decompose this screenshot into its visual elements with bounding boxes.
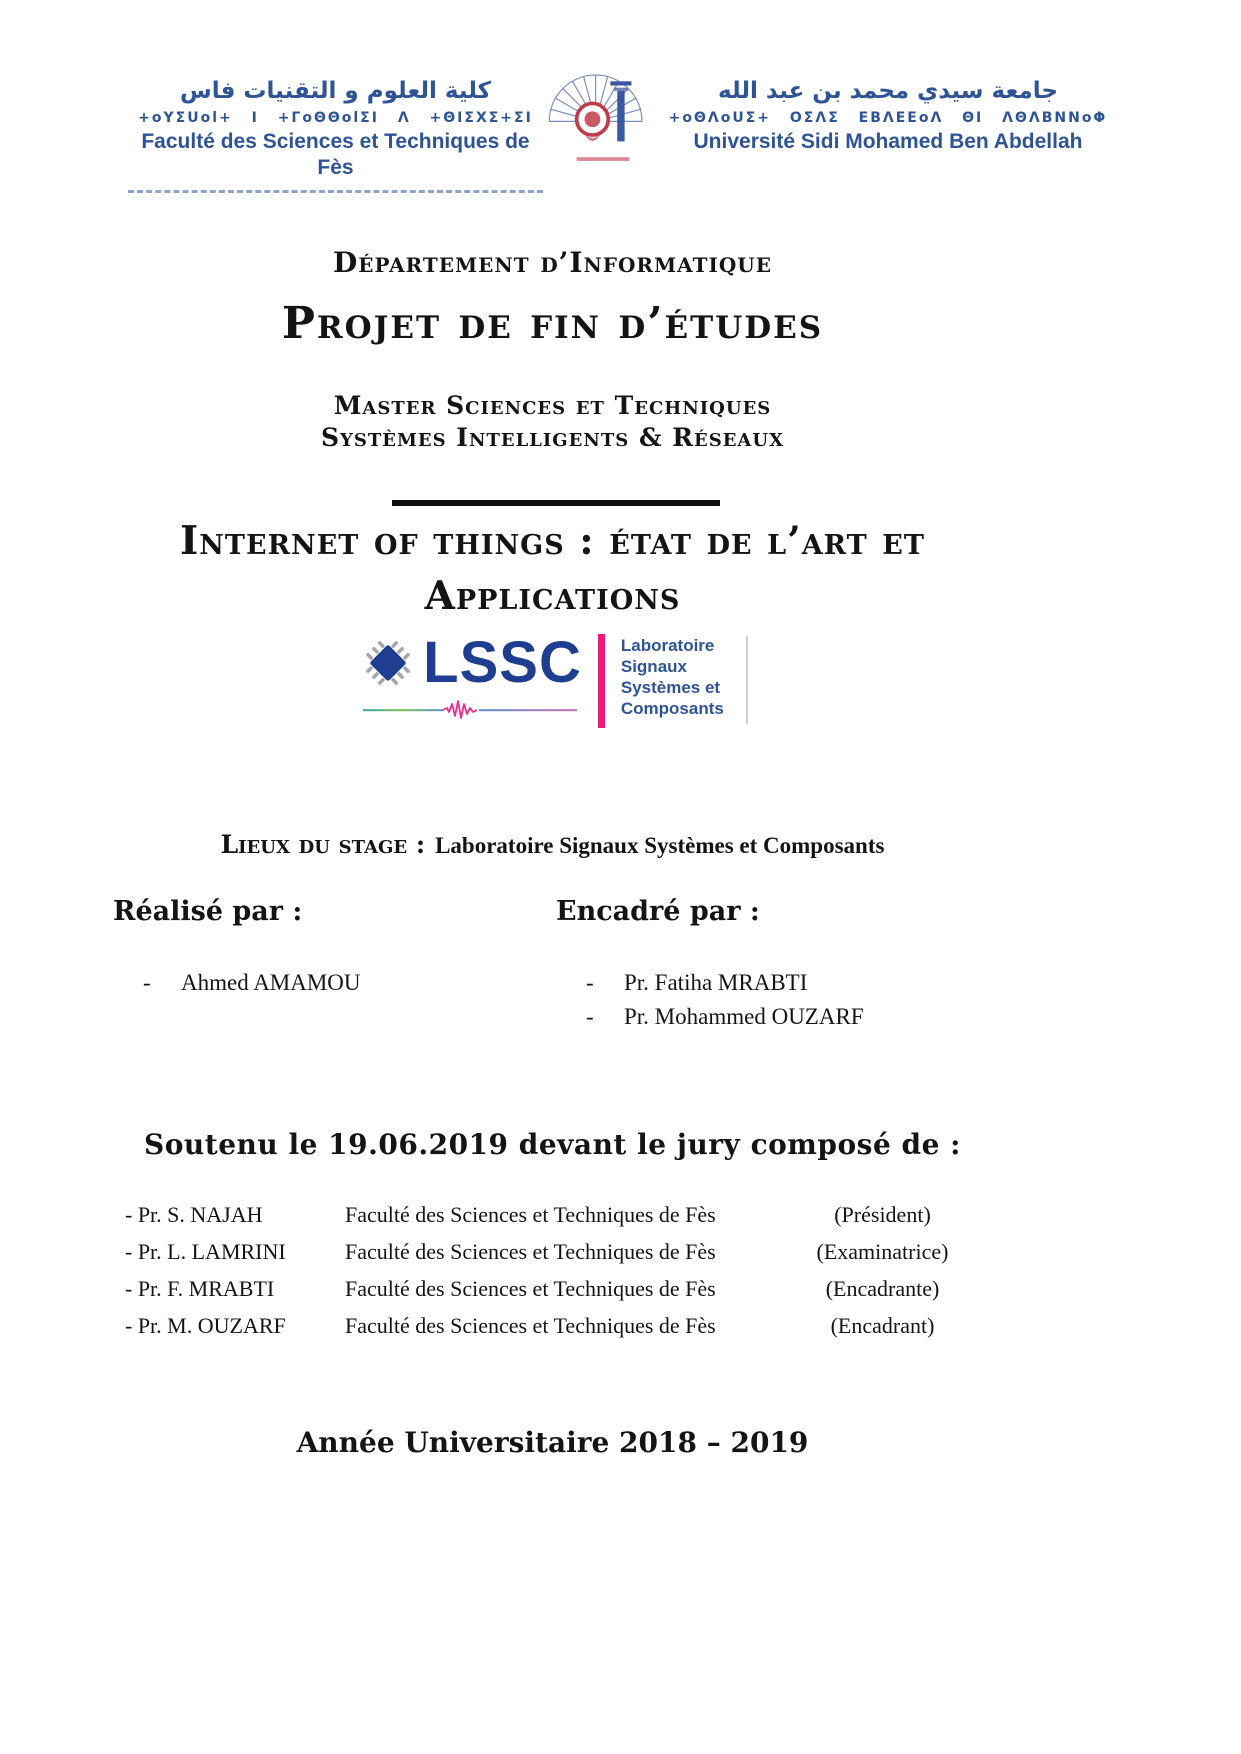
- supervisor-item: [556, 1003, 996, 1030]
- jury-member-role: (Examinatrice): [816, 1239, 949, 1264]
- university-emblem-logo: [543, 56, 663, 172]
- university-emblem-icon: [545, 56, 661, 172]
- signal-waveform-icon: [363, 699, 577, 721]
- faculty-name-arabic: كلية العلوم و التقنيات فاس: [179, 78, 492, 104]
- lssc-label-line-4: Composants: [620, 699, 724, 718]
- university-block: [663, 56, 1113, 155]
- title-divider-rule: [392, 500, 720, 506]
- lssc-pink-bar: [598, 634, 605, 728]
- jury-member-role: (Encadrant): [830, 1313, 935, 1338]
- author-item: [113, 969, 513, 996]
- jury-member-affiliation: Faculté des Sciences et Techniques de Fès: [345, 1276, 716, 1301]
- lssc-label-line-3: Systèmes et: [620, 678, 721, 697]
- jury-member-role: (Président): [834, 1202, 931, 1227]
- supervisor-name: Pr. Mohammed OUZARF: [624, 1004, 864, 1029]
- university-name-french: Université Sidi Mohamed Ben Abdellah: [693, 130, 1083, 153]
- jury-member-name: - Pr. F. MRABTI: [125, 1276, 275, 1301]
- list-dash: -: [586, 970, 594, 995]
- internship-place-value: Laboratoire Signaux Systèmes et Composants: [435, 833, 885, 858]
- chip-icon: [357, 632, 419, 694]
- jury-member-role: (Encadrante): [825, 1276, 940, 1301]
- faculty-name-french: Faculté des Sciences et Techniques de Fès: [141, 130, 530, 179]
- faculty-block: [128, 56, 543, 193]
- jury-member-name: - Pr. M. OUZARF: [125, 1313, 286, 1338]
- jury-member-name: - Pr. S. NAJAH: [125, 1202, 263, 1227]
- list-dash: -: [143, 970, 151, 995]
- lssc-gray-rule: [746, 636, 748, 724]
- jury-row: [125, 1239, 970, 1276]
- jury-row: [125, 1202, 970, 1239]
- project-title: Projet de fin d’études: [281, 298, 824, 349]
- jury-row: [125, 1313, 970, 1350]
- supervisor-heading: Encadré par :: [556, 896, 760, 927]
- university-name-tifinagh: +oΘΛoUΣ+ ΟΣΛΣ ΕΒΛΕΕoΛ ΘI ΛΘΛΒΝΝoΦ: [668, 110, 1108, 126]
- defense-heading: Soutenu le 19.06.2019 devant le jury composé de :: [144, 1128, 961, 1161]
- supervisor-name: Pr. Fatiha MRABTI: [624, 970, 808, 995]
- lssc-logo: [85, 632, 1020, 728]
- lssc-label: [621, 635, 724, 719]
- jury-table: [125, 1202, 970, 1350]
- lssc-logo-left: [357, 632, 582, 721]
- jury-member-affiliation: Faculté des Sciences et Techniques de Fès: [345, 1202, 716, 1227]
- department-title: Département d’Informatique: [333, 246, 772, 279]
- list-dash: -: [586, 1004, 594, 1029]
- author-column: [113, 896, 513, 996]
- supervisor-item: [556, 969, 996, 996]
- lssc-label-line-1: Laboratoire: [620, 636, 715, 655]
- lssc-label-line-2: Signaux: [620, 657, 687, 676]
- jury-row: [125, 1276, 970, 1313]
- lssc-acronym: LSSC: [423, 630, 582, 695]
- institution-header: [128, 56, 1113, 193]
- thesis-title-line-2: Applications: [424, 573, 681, 619]
- author-name: Ahmed AMAMOU: [181, 970, 361, 995]
- academic-year: Année Universitaire 2018 – 2019: [296, 1426, 809, 1459]
- faculty-name-tifinagh: +oYΣUol+ I +ΓoΘΘolΣI Λ +ΘIΣXΣ+ΣI: [138, 110, 533, 126]
- internship-place-label: Lieux du stage :: [220, 830, 426, 859]
- jury-member-affiliation: Faculté des Sciences et Techniques de Fès: [345, 1313, 716, 1338]
- master-subtitle: [85, 390, 1020, 454]
- master-line-1: Master Sciences et Techniques: [333, 391, 772, 420]
- jury-member-name: - Pr. L. LAMRINI: [125, 1239, 286, 1264]
- jury-member-affiliation: Faculté des Sciences et Techniques de Fès: [345, 1239, 716, 1264]
- thesis-title: [85, 514, 1020, 624]
- university-name-arabic: جامعة سيدي محمد بن عبد الله: [718, 78, 1058, 104]
- author-heading: Réalisé par :: [113, 896, 303, 927]
- thesis-title-line-1: Internet of things : état de l’art et: [180, 518, 925, 564]
- internship-place-line: [85, 830, 1020, 859]
- master-line-2: Systèmes Intelligents & Réseaux: [320, 423, 785, 452]
- supervisor-column: [556, 896, 996, 1030]
